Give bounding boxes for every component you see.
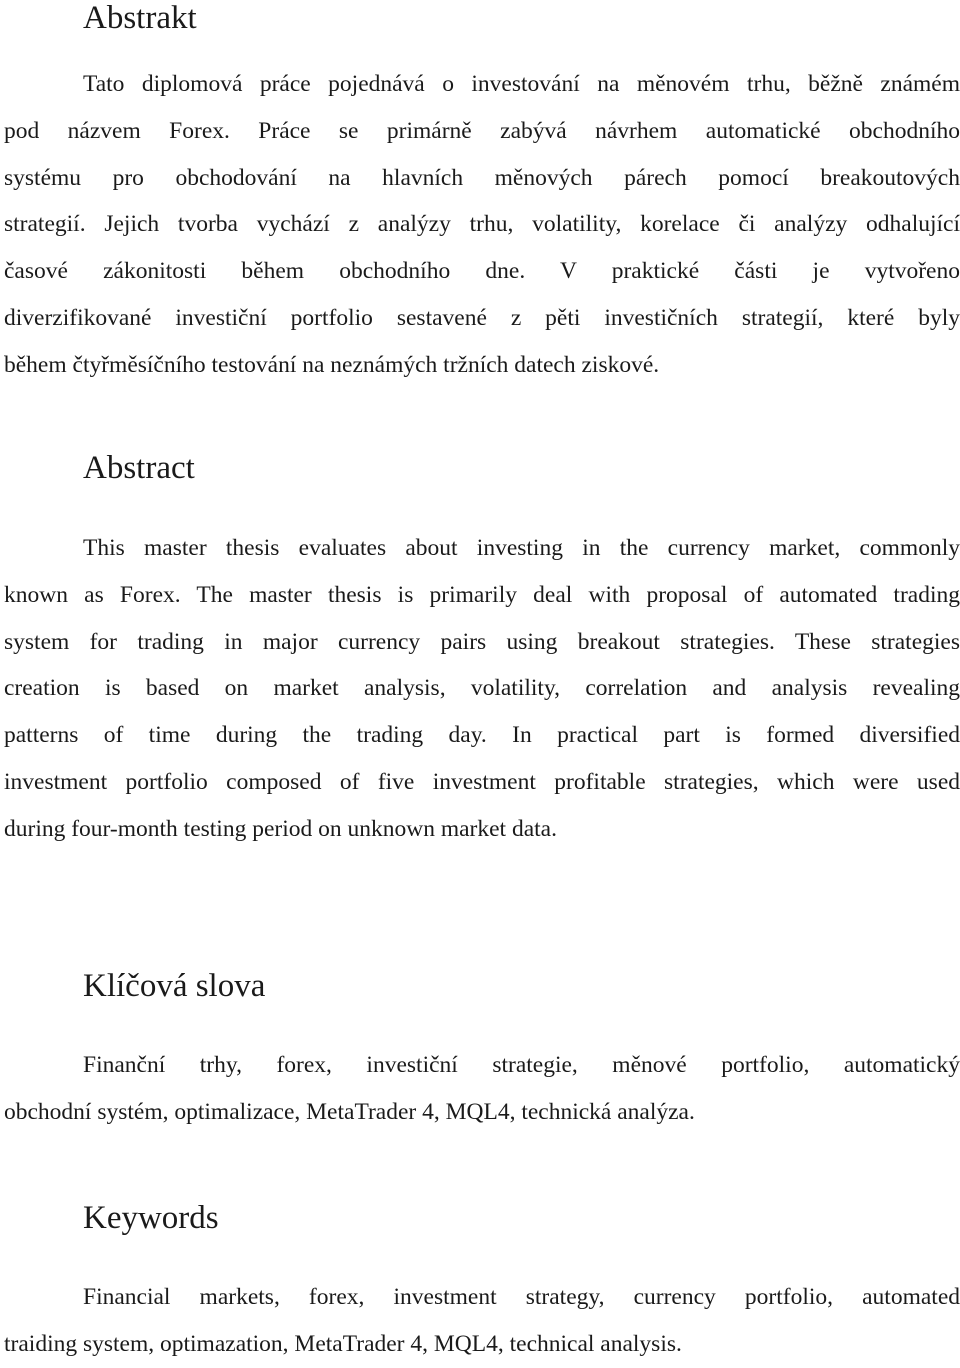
heading-abstrakt: Abstrakt — [83, 0, 197, 36]
text-line: během čtyřměsíčního testování na neznámých tržních datech ziskové. — [4, 351, 660, 378]
text-line: pod názvem Forex. Práce se primárně zabývá návrhem automatické obchodního — [4, 117, 960, 144]
text-line: known as Forex. The master thesis is primarily deal with proposal of automated trading — [4, 581, 960, 608]
paragraph-abstrakt — [4, 61, 960, 389]
heading-abstract: Abstract — [83, 450, 195, 486]
paragraph-keywords — [4, 1274, 960, 1368]
heading-klicova-slova: Klíčová slova — [83, 968, 266, 1004]
text-line: obchodní systém, optimalizace, MetaTrader 4, MQL4, technická analýza. — [4, 1098, 695, 1125]
text-line: This master thesis evaluates about investing in the currency market, commonly — [83, 535, 960, 561]
heading-keywords: Keywords — [83, 1200, 219, 1236]
paragraph-abstract — [4, 525, 960, 853]
text-line: Tato diplomová práce pojednává o investování na měnovém trhu, běžně známém — [83, 71, 960, 97]
text-line: Finanční trhy, forex, investiční strategie, měnové portfolio, automatický — [83, 1052, 960, 1078]
text-line: investment portfolio composed of five investment profitable strategies, which were used — [4, 768, 960, 795]
text-line: Financial markets, forex, investment strategy, currency portfolio, automated — [83, 1284, 960, 1310]
text-line: systému pro obchodování na hlavních měnových párech pomocí breakoutových — [4, 164, 960, 191]
text-line: patterns of time during the trading day. In practical part is formed diversified — [4, 722, 960, 749]
text-line: strategií. Jejich tvorba vychází z analýzy trhu, volatility, korelace či analýzy odhalující — [4, 211, 960, 238]
paragraph-klicova-slova — [4, 1042, 960, 1136]
text-line: diverzifikované investiční portfolio sestavené z pěti investičních strategií, které byly — [4, 304, 960, 331]
text-line: creation is based on market analysis, volatility, correlation and analysis revealing — [4, 675, 960, 702]
text-line: during four-month testing period on unknown market data. — [4, 815, 557, 842]
text-line: traiding system, optimazation, MetaTrader 4, MQL4, technical analysis. — [4, 1330, 682, 1357]
text-line: časové zákonitosti během obchodního dne. V praktické části je vytvořeno — [4, 258, 960, 285]
text-line: system for trading in major currency pairs using breakout strategies. These strategies — [4, 628, 960, 655]
